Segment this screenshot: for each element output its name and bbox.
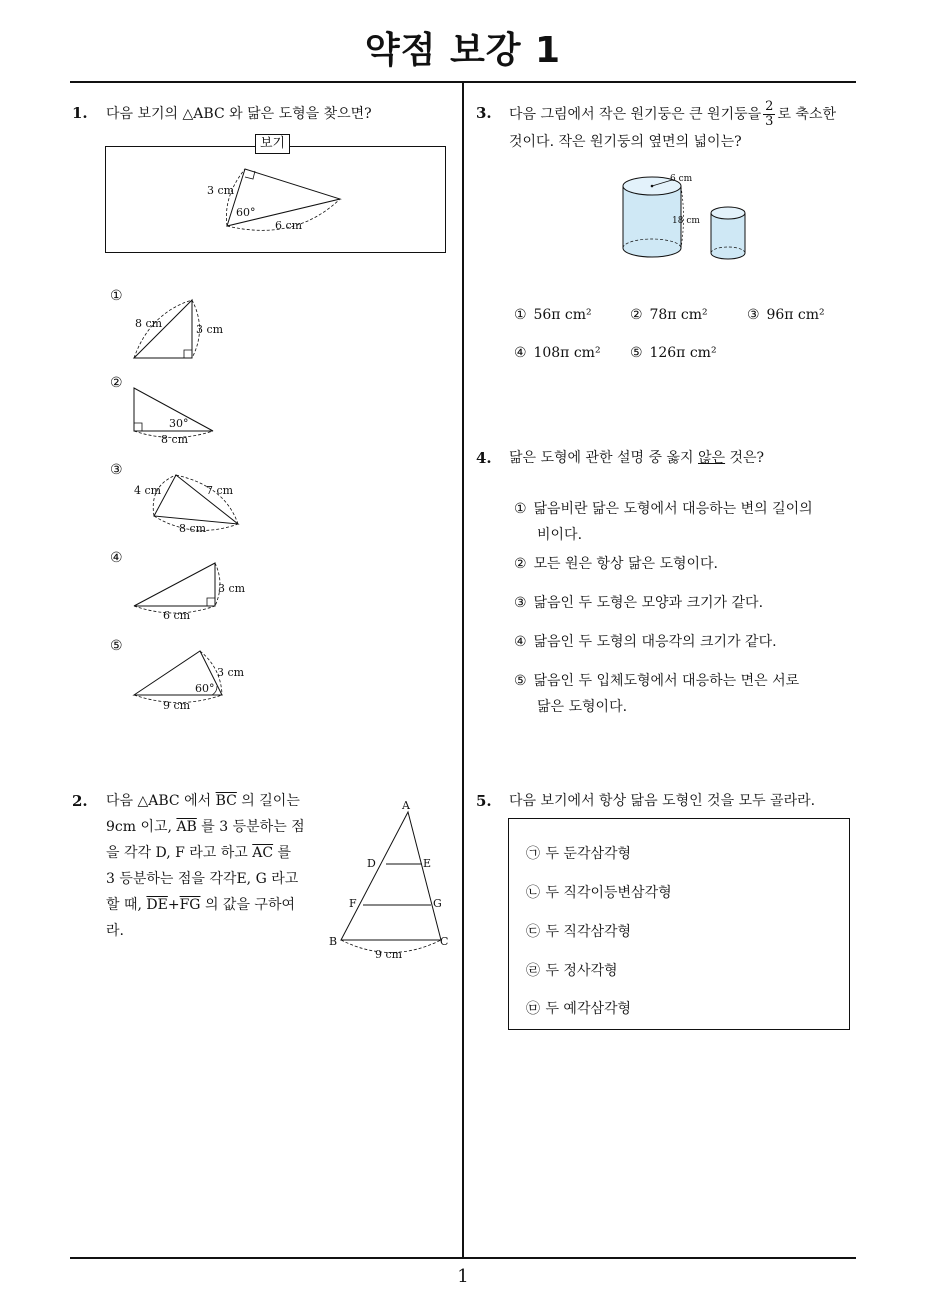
- q5-number: 5.: [476, 792, 492, 810]
- q2-line-1: 다음 △ABC 에서 $\overline{BC}$ 의 길이는: [106, 793, 300, 809]
- q1-c4-label-a: 3 cm: [218, 582, 246, 595]
- q2-base-label: 9 cm: [375, 948, 403, 961]
- q3-number: 3.: [476, 104, 492, 122]
- q3-line-1: 다음 그림에서 작은 원기둥은 큰 원기둥을 $\frac{2}{3}$ 로 축소한: [509, 99, 836, 129]
- page-number: 1: [457, 1266, 469, 1287]
- q1-c2-label-b: 8 cm: [161, 433, 189, 446]
- q3-fraction: $\frac{2}{3}$: [765, 99, 774, 129]
- q2-label-d: D: [367, 857, 376, 870]
- q1-c3-label-c: 8 cm: [179, 522, 207, 535]
- q2-text: [106, 788, 321, 944]
- q1-ref-side-b: 6 cm: [275, 219, 303, 232]
- q1-choice-3-triangle: [125, 468, 245, 540]
- q1-c3-label-b: 7 cm: [206, 484, 234, 497]
- q1-c1-label-a: 8 cm: [135, 317, 163, 330]
- q4-underlined-word: 않은: [698, 450, 726, 466]
- q1-choice-2-mark[interactable]: ②: [110, 375, 123, 391]
- q1-ref-side-a: 3 cm: [207, 184, 235, 197]
- q4-choice-3[interactable]: ③ 닮음인 두 도형은 모양과 크기가 같다.: [514, 595, 764, 611]
- q2-line-4: 3 등분하는 점을 각각E, G 라고: [106, 871, 299, 887]
- q4-choice-2[interactable]: ② 모든 원은 항상 닮은 도형이다.: [514, 556, 718, 572]
- q2-label-f: F: [349, 897, 357, 910]
- q5-item-5[interactable]: ㉤ 두 예각삼각형: [526, 1001, 632, 1017]
- q1-reference-triangle: [105, 150, 445, 250]
- q2-number: 2.: [72, 792, 88, 810]
- q1-text: 다음 보기의 △ABC 와 닮은 도형을 찾으면?: [106, 106, 372, 122]
- q4-number: 4.: [476, 449, 492, 467]
- q1-c1-label-b: 3 cm: [196, 323, 224, 336]
- q3-line-2: 것이다. 작은 원기둥의 옆면의 넓이는?: [509, 134, 742, 150]
- q1-choice-2-triangle: [125, 380, 235, 450]
- q1-c5-label-c: 9 cm: [163, 699, 191, 712]
- q1-choice-1-mark[interactable]: ①: [110, 288, 123, 304]
- q4-choice-1[interactable]: ① 닮음비란 닮은 도형에서 대응하는 변의 길이의 비이다.: [514, 501, 813, 543]
- q1-choice-5-triangle: [125, 644, 250, 716]
- q3-choice-2[interactable]: ② 78π cm²: [630, 307, 708, 323]
- q4-choice-5[interactable]: ⑤ 닮음인 두 입체도형에서 대응하는 면은 서로 닮은 도형이다.: [514, 673, 800, 715]
- q2-line-6: 라.: [106, 923, 124, 939]
- page-title: 약점 보강 1: [364, 30, 562, 71]
- bottom-rule: [70, 1257, 856, 1259]
- q4-text: 닮은 도형에 관한 설명 중 옳지 않은 것은?: [509, 450, 765, 466]
- q1-c5-label-a: 3 cm: [217, 666, 245, 679]
- q3-height-label: 18 cm: [672, 216, 700, 226]
- q2-line-3: 을 각각 D, F 라고 하고 $\overline{AC}$ 를: [106, 845, 292, 861]
- q2-label-c: C: [440, 935, 449, 948]
- q1-c2-label-a: 30°: [169, 417, 189, 430]
- q2-label-a: A: [402, 799, 410, 812]
- q3-text: [509, 100, 869, 155]
- q1-choice-4-triangle: [125, 558, 250, 628]
- q3-choice-5[interactable]: ⑤ 126π cm²: [630, 345, 717, 361]
- q1-box-label: 보기: [255, 134, 290, 154]
- q5-item-2[interactable]: ㉡ 두 직각이등변삼각형: [526, 885, 672, 901]
- q1-c5-label-b: 60°: [195, 682, 215, 695]
- q3-radius-label: 6 cm: [670, 174, 693, 184]
- q2-label-g: G: [433, 897, 442, 910]
- q2-line-5: 할 때, $\overline{DE}+\overline{FG}$ 의 값을 구하여: [106, 897, 295, 913]
- q5-item-4[interactable]: ㉣ 두 정사각형: [526, 963, 618, 979]
- q1-choice-5-mark[interactable]: ⑤: [110, 638, 123, 654]
- q5-text: 다음 보기에서 항상 닮음 도형인 것을 모두 골라라.: [509, 793, 816, 809]
- q3-cylinders-figure: [610, 170, 760, 265]
- q1-c3-label-a: 4 cm: [134, 484, 162, 497]
- q2-label-e: E: [423, 857, 432, 870]
- q5-item-1[interactable]: ㉠ 두 둔각삼각형: [526, 846, 632, 862]
- q1-number: 1.: [72, 104, 88, 122]
- q1-choice-4-mark[interactable]: ④: [110, 550, 123, 566]
- q2-line-2: 9cm 이고, $\overline{AB}$ 를 3 등분하는 점: [106, 819, 305, 835]
- q3-choice-4[interactable]: ④ 108π cm²: [514, 345, 601, 361]
- q1-choice-1-triangle: [125, 295, 235, 365]
- q3-choice-3[interactable]: ③ 96π cm²: [747, 307, 825, 323]
- q4-choice-4[interactable]: ④ 닮음인 두 도형의 대응각의 크기가 같다.: [514, 634, 777, 650]
- q1-c4-label-b: 6 cm: [163, 609, 191, 622]
- q1-ref-angle: 60°: [236, 206, 256, 219]
- q2-triangle-figure: [325, 795, 455, 970]
- q1-choice-3-mark[interactable]: ③: [110, 462, 123, 478]
- q2-label-b: B: [329, 935, 338, 948]
- q3-choice-1[interactable]: ① 56π cm²: [514, 307, 592, 323]
- q5-item-3[interactable]: ㉢ 두 직각삼각형: [526, 924, 632, 940]
- column-divider: [462, 82, 464, 1258]
